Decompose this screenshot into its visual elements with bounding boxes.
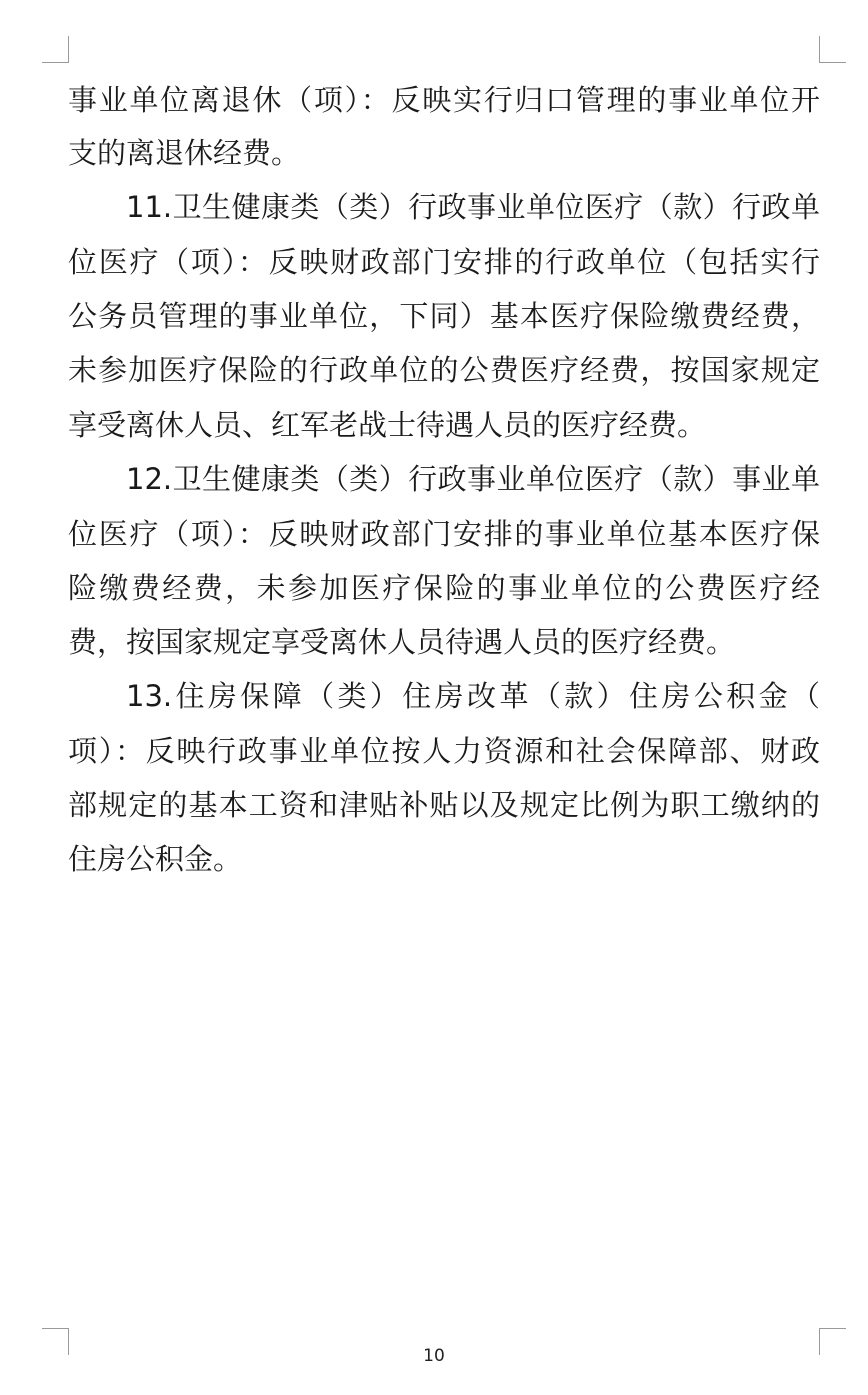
paragraph-2-line-3: 公务员管理的事业单位，下同）基本医疗保险缴费经费， (68, 299, 820, 333)
paragraph-3-line-1: 12.卫生健康类（类）行政事业单位医疗（款）事业单 (126, 462, 820, 496)
paragraph-4-line-2: 项）：反映行政事业单位按人力资源和社会保障部、财政 (68, 734, 820, 768)
paragraph-3-line-3: 险缴费经费，未参加医疗保险的事业单位的公费医疗经 (68, 571, 820, 605)
paragraph-4-line-3: 部规定的基本工资和津贴补贴以及规定比例为职工缴纳的 (68, 788, 820, 822)
paragraph-1-line-2: 支的离退休经费。 (68, 136, 301, 170)
paragraph-3-line-2: 位医疗（项）：反映财政部门安排的事业单位基本医疗保 (68, 517, 820, 551)
crop-mark-bottom-right (819, 1328, 846, 1355)
crop-mark-bottom-left (42, 1328, 69, 1355)
paragraph-2-line-2: 位医疗（项）：反映财政部门安排的行政单位（包括实行 (68, 245, 820, 279)
paragraph-1-line-1: 事业单位离退休（项）：反映实行归口管理的事业单位开 (68, 83, 820, 117)
paragraph-2-line-5: 享受离休人员、红军老战士待遇人员的医疗经费。 (68, 408, 707, 442)
crop-mark-top-left (42, 36, 69, 63)
paragraph-4-line-4: 住房公积金。 (68, 842, 243, 876)
paragraph-3-line-4: 费，按国家规定享受离休人员待遇人员的医疗经费。 (68, 625, 736, 659)
paragraph-2-line-4: 未参加医疗保险的行政单位的公费医疗经费，按国家规定 (68, 353, 820, 387)
paragraph-2-line-1: 11.卫生健康类（类）行政事业单位医疗（款）行政单 (126, 190, 820, 224)
crop-mark-top-right (819, 36, 846, 63)
page-number: 10 (423, 1346, 445, 1366)
paragraph-4-line-1: 13.住房保障（类）住房改革（款）住房公积金（ (126, 679, 820, 713)
